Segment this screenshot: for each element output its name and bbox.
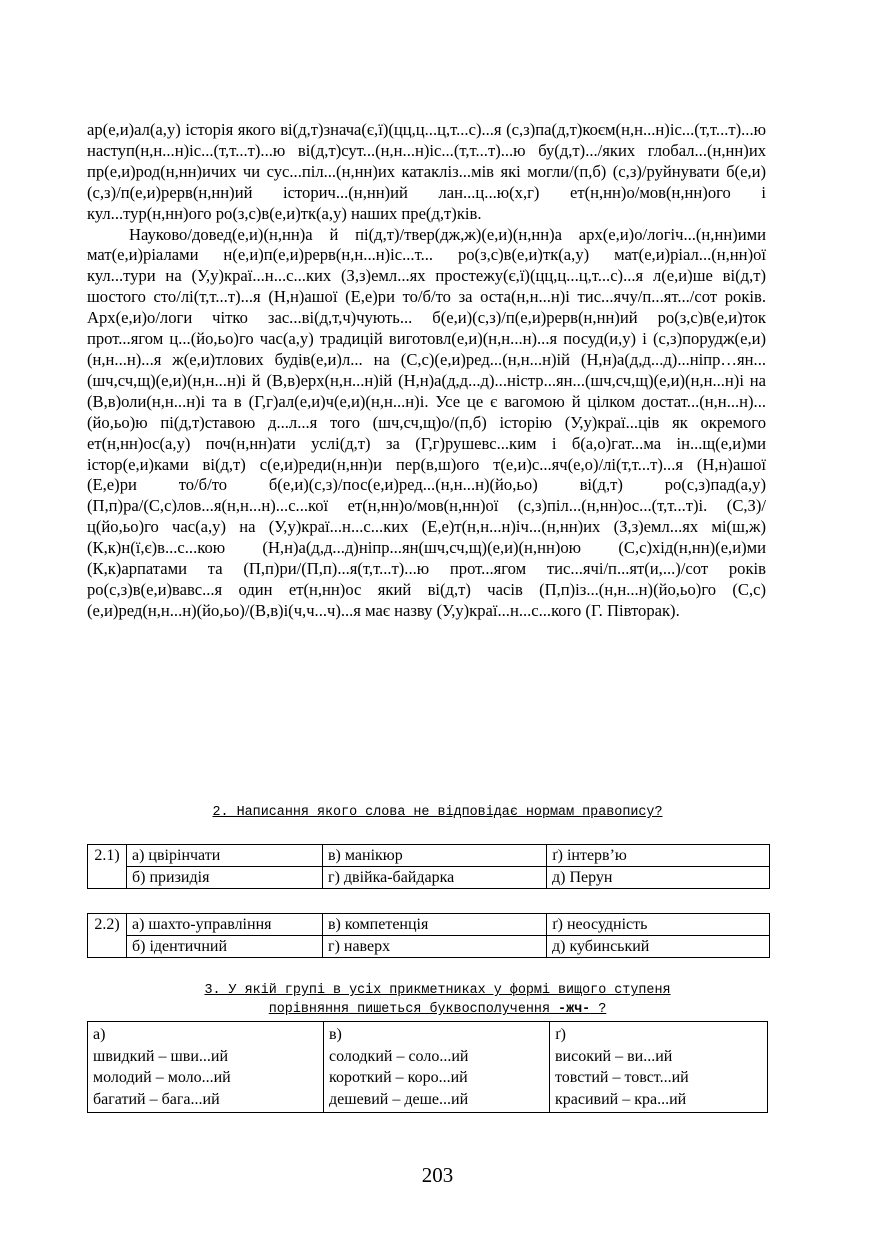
group-g[interactable]	[550, 1022, 768, 1113]
group-a[interactable]	[88, 1022, 324, 1113]
title-suffix: ?	[590, 1002, 607, 1017]
question-3-groups	[87, 1021, 768, 1113]
options-table-2-2	[87, 913, 770, 958]
option-d[interactable]: д) кубинський	[547, 936, 770, 958]
option-g-hard[interactable]: ґ) інтерв’ю	[547, 845, 770, 867]
group-item: товстий – товст...ий	[555, 1069, 689, 1086]
option-b[interactable]: б) ідентичний	[127, 936, 323, 958]
group-label: ґ)	[555, 1026, 566, 1043]
table-number: 2.2)	[88, 914, 127, 958]
group-item: багатий – бага...ий	[93, 1090, 220, 1108]
group-label: а)	[93, 1026, 106, 1043]
group-item: високий – ви...ий	[555, 1047, 673, 1065]
passage-paragraph-2: Науково/довед(е,и)(н,нн)а й пі(д,т)/твер(дж,ж)(е,и)(н,нн)а арх(е,и)о/логіч...(н,нн)ими мат(е,и)ріалами н(е,и)п(е,и)рерв(н,н...н)іс...т... ро(з,с)в(е,и)тк(а,у) мат(е,и)ріал...(н,нн)ої кул...тури на (У,у)краї...н...с...ких (З,з)емл...ях простежу(є,ї)(цц,ц...ц,т...с)...я л(е,и)ше ві(д,т) шостого сто/лі(т,т...т)...я (Н,н)ашої (Е,е)ри то/б/то за оста(н,н...н)і тис...ячу/п...ят.../сот років. Арх(е,и)о/логи чітко зас...ві(д,т,ч)чують... б(е,и)(с,з)/п(е,и)рерв(н,нн)ий ро(з,с)в(е,и)ток прот...ягом ц...(йо,ьо)го час(а,у) традицій виготовл(е,и)(н,н...н)...я посуд(и,у) і (с,з)порудж(е,и)(н,н...н)...я ж(е,и)тлових будів(е,и)л... на (С,с)(е,и)ред...(н,н...н)ій (Н,н)а(д,д...д)...ніпр…ян...(шч,сч,щ)(е,и)(н,н...н)і й (В,в)ерх(н,н...н)ій (Н,н)а(д,д...д)...ністр...ян...(шч,сч,щ)(е,и)(н,н...н)і на (В,в)оли(н,н...н)і та в (Г,г)ал(е,и)ч(е,и)(н,н...н)і. Усе це є вагомою й цілком достат...(н,н...н)...(йо,ьо)ю пі(д,т)ставою д...л...я того (шч,сч,щ)о/(п,б) історію (У,у)краї...ців як окремого ет(н,нн)ос(а,у) поч(н,нн)ати услі(д,т) за (Г,г)рушевс...ким і б(а,о)гат...ма ін...щ(е,и)ми істор(е,и)ками ві(д,т) с(е,и)реди(н,нн)и пер(в,ш)ого т(е,и)с...яч(е,о)/лі(т,т...т)...я (Н,н)ашої (Е,е)ри то/б/то б(е,и)(с,з)/пос(е,и)ред...(н,н...н)(йо,ьо) ві(д,т) ро(с,з)пад(а,у) (П,п)ра/(С,с)лов...я(н,н...н)...с...кої ет(н,нн)о/мов(н,нн)ої (с,з)піл...(н,нн)ос...(т,т...т)і. (С,З)/ц(йо,ьо)го час(а,у) на (У,у)краї...н...с...ких (Е,е)т(н,н...н)іч...(н,нн)их (З,з)емл...ях мі(ш,ж) (К,к)н(ї,є)в...с...кою (Н,н)а(д,д...д)ніпр...ян(шч,сч,щ)(е,и)(н,нн)ою (С,с)хід(н,нн)(е,и)ми (К,к)арпатами та (П,п)ри/(П,п)...я(т,т...т)...ю прот...ягом тис...ячі/п...ят(и,...)/сот років ро(с,з)в(е,и)вавс...я один ет(н,нн)ос який ві(д,т) часів (П,п)із...(н,н...н)(йо,ьо)го (С,с)(е,и)ред(н,н...н)(йо,ьо)/(В,в)і(ч,ч...ч)...я має назву (У,у)краї...н...с...кого (Г. Півторак).	[87, 224, 766, 620]
group-item: молодий – моло...ий	[93, 1069, 231, 1086]
question-2-title: 2. Написання якого слова не відповідає нормам правопису?	[212, 805, 663, 820]
group-item: швидкий – шви...ий	[93, 1047, 229, 1065]
option-a[interactable]: а) шахто-управління	[127, 914, 323, 936]
group-label: в)	[329, 1026, 342, 1043]
table-number: 2.1)	[88, 845, 127, 889]
group-item: короткий – коро...ий	[329, 1069, 468, 1086]
question-3-title-line-1: 3. У якій групі в усіх прикметниках у формі вищого ступеня	[204, 983, 671, 998]
question-3-title-line-2	[87, 1000, 788, 1019]
group-item: дешевий – деше...ий	[329, 1090, 469, 1108]
option-g-hard[interactable]: ґ) неосудність	[547, 914, 770, 936]
option-d[interactable]: д) Перун	[547, 867, 770, 889]
option-b[interactable]: б) призидія	[127, 867, 323, 889]
option-g[interactable]: г) наверх	[323, 936, 547, 958]
option-v[interactable]: в) компетенція	[323, 914, 547, 936]
group-item: солодкий – соло...ий	[329, 1047, 469, 1065]
group-item: красивий – кра...ий	[555, 1090, 687, 1108]
page-number: 203	[421, 1163, 454, 1187]
passage-paragraph-1: ар(е,и)ал(а,у) історія якого ві(д,т)знача(є,ї)(цц,ц...ц,т...с)...я (с,з)па(д,т)коєм(н,н...н)іс...(т,т...т)...ю наступ(н,н...н)іс...(т,т...т)...ю ві(д,т)сут...(н,н...н)іс...(т,т...т)...ю бу(д,т).../яких глобал...(н,нн)их пр(е,и)род(н,нн)ичих чи сус...піл...(н,нн)их катакліз...мів які могли/(п,б) (с,з)/руйнувати б(е,и)(с,з)/п(е,и)рерв(н,нн)ий історич...(н,нн)ий лан...ц...ю(х,г) ет(н,нн)о/мов(н,нн)ого і кул...тур(н,нн)ого ро(з,с)в(е,и)тк(а,у) наших пре(д,т)ків.	[87, 120, 766, 223]
options-table-2-1	[87, 844, 770, 889]
passage	[87, 120, 766, 622]
option-a[interactable]: а) цвірінчати	[127, 845, 323, 867]
option-v[interactable]: в) манікюр	[323, 845, 547, 867]
title-highlight: -жч-	[558, 1002, 591, 1017]
title-text: порівняння пишеться буквосполучення	[268, 1002, 559, 1017]
option-g[interactable]: г) двійка-байдарка	[323, 867, 547, 889]
group-v[interactable]	[324, 1022, 550, 1113]
